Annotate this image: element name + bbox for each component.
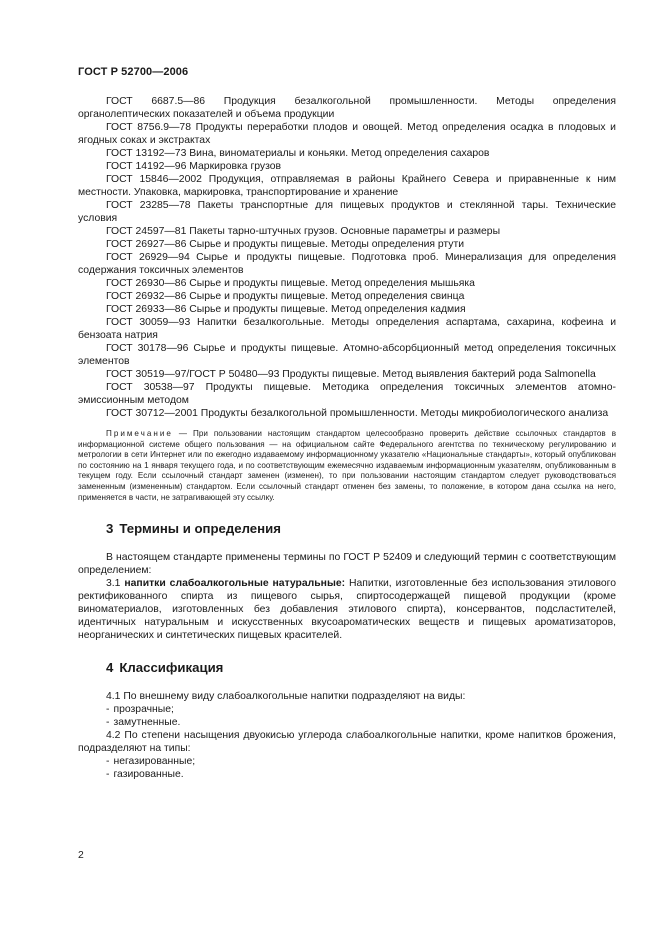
document-body <box>78 95 616 781</box>
list-item <box>78 703 616 716</box>
section-3-title: Термины и определения <box>119 521 281 537</box>
page-number: 2 <box>78 850 84 861</box>
note-label: Примечание <box>106 429 173 438</box>
list-item-text: замутненные. <box>113 717 181 729</box>
list-dash: - <box>106 769 110 781</box>
list-dash: - <box>106 704 110 716</box>
section-4-title: Классификация <box>119 660 224 676</box>
reference-item: ГОСТ 13192—73 Вина, виноматериалы и коньяки. Метод определения сахаров <box>106 148 490 159</box>
reference-item: ГОСТ 15846—2002 Продукция, отправляемая в районы Крайнего Севера и приравненные к ним местности. Упаковка, маркировка, транспортирование и хранение <box>78 174 616 198</box>
reference-item: ГОСТ 8756.9—78 Продукты переработки плодов и овощей. Метод определения осадка в плодовых и ягодных соках и экстрактах <box>78 122 616 146</box>
section-4-number: 4 <box>106 660 114 676</box>
list-dash: - <box>106 717 110 729</box>
section-3-intro: В настоящем стандарте применены термины по ГОСТ Р 52409 и следующий термин с соответствующим определением: <box>78 552 616 577</box>
section-3-heading <box>78 521 616 537</box>
list-item <box>78 755 616 768</box>
list-item-text: газированные. <box>113 769 184 781</box>
reference-item: ГОСТ 24597—81 Пакеты тарно-штучных грузов. Основные параметры и размеры <box>106 226 501 237</box>
list-item <box>78 716 616 729</box>
reference-item: ГОСТ 30519—97/ГОСТ Р 50480—93 Продукты пищевые. Метод выявления бактерий рода Salmonella <box>106 369 596 380</box>
reference-item: ГОСТ 26933—86 Сырье и продукты пищевые. Метод определения кадмия <box>106 304 466 315</box>
reference-item: ГОСТ 30059—93 Напитки безалкогольные. Методы определения аспартама, сахарина, кофеина и бензоата натрия <box>78 317 616 341</box>
reference-item: ГОСТ 26927—86 Сырье и продукты пищевые. Методы определения ртути <box>106 239 465 250</box>
reference-item: ГОСТ 30538—97 Продукты пищевые. Методика определения токсичных элементов атомно-эмиссионным методом <box>78 382 616 406</box>
reference-item: ГОСТ 26929—94 Сырье и продукты пищевые. Подготовка проб. Минерализация для определения содержания токсичных элементов <box>78 252 616 276</box>
term-definition <box>78 577 616 642</box>
note-text: — При пользовании настоящим стандартом целесообразно проверить действие ссылочных стандартов в информационной системе общего пользования — на официальном сайте Федерального агентства по техническому регулированию и метрологии в сети Интернет или по ежегодно издаваемому информационному указателю «Национальные стандарты», который опубликован по состоянию на 1 января текущего года, и по соответствующим ежемесячно издаваемым информационным указателям, опубликованным в текущем году. Если ссылочный стандарт заменен (изменен), то при пользовании настоящим стандартом следует руководствоваться замененным (измененным) стандартом. Если ссылочный стандарт отменен без замены, то положение, в котором дана ссылка на него, применяется в части, не затрагивающей эту ссылку. <box>78 429 617 502</box>
clause-4-1: 4.1 По внешнему виду слабоалкогольные напитки подразделяют на виды: <box>106 691 466 703</box>
list-item-text: негазированные; <box>113 756 196 768</box>
reference-item: ГОСТ 30712—2001 Продукты безалкогольной промышленности. Методы микробиологического анализа <box>106 408 609 419</box>
document-header: ГОСТ Р 52700—2006 <box>78 66 189 78</box>
reference-item: ГОСТ 30178—96 Сырье и продукты пищевые. Атомно-абсорбционный метод определения токсичных элементов <box>78 343 616 367</box>
section-3-number: 3 <box>106 521 114 537</box>
term-number: 3.1 <box>106 578 121 590</box>
section-4-heading <box>78 660 616 676</box>
list-dash: - <box>106 756 110 768</box>
reference-item: ГОСТ 6687.5—86 Продукция безалкогольной промышленности. Методы определения органолептических показателей и объема продукции <box>78 96 616 120</box>
term-definition-text: Напитки, изготовленные без использования этилового ректификованного спирта из пищевого сырья, спиртосодержащей пищевой продукции (кроме виноматериалов, изготовленных без добавления этилового спирта), консервантов, подсластителей, идентичных натуральным и искусственных вкусоароматических веществ и пищевых ароматизаторов, неорганических и синтетических пищевых красителей. <box>78 578 617 642</box>
term-name: напитки слабоалкогольные натуральные: <box>124 578 346 590</box>
reference-item: ГОСТ 26930—86 Сырье и продукты пищевые. Метод определения мышьяка <box>106 278 475 289</box>
reference-item: ГОСТ 26932—86 Сырье и продукты пищевые. Метод определения свинца <box>106 291 465 302</box>
list-item <box>78 768 616 781</box>
reference-item: ГОСТ 23285—78 Пакеты транспортные для пищевых продуктов и стеклянной тары. Технические условия <box>78 200 616 224</box>
clause-4-2: 4.2 По степени насыщения двуокисью углерода слабоалкогольные напитки, кроме напитков брожения, подразделяют на типы: <box>78 730 616 755</box>
list-item-text: прозрачные; <box>113 704 174 716</box>
reference-item: ГОСТ 14192—96 Маркировка грузов <box>106 161 282 172</box>
note-paragraph <box>78 429 616 503</box>
